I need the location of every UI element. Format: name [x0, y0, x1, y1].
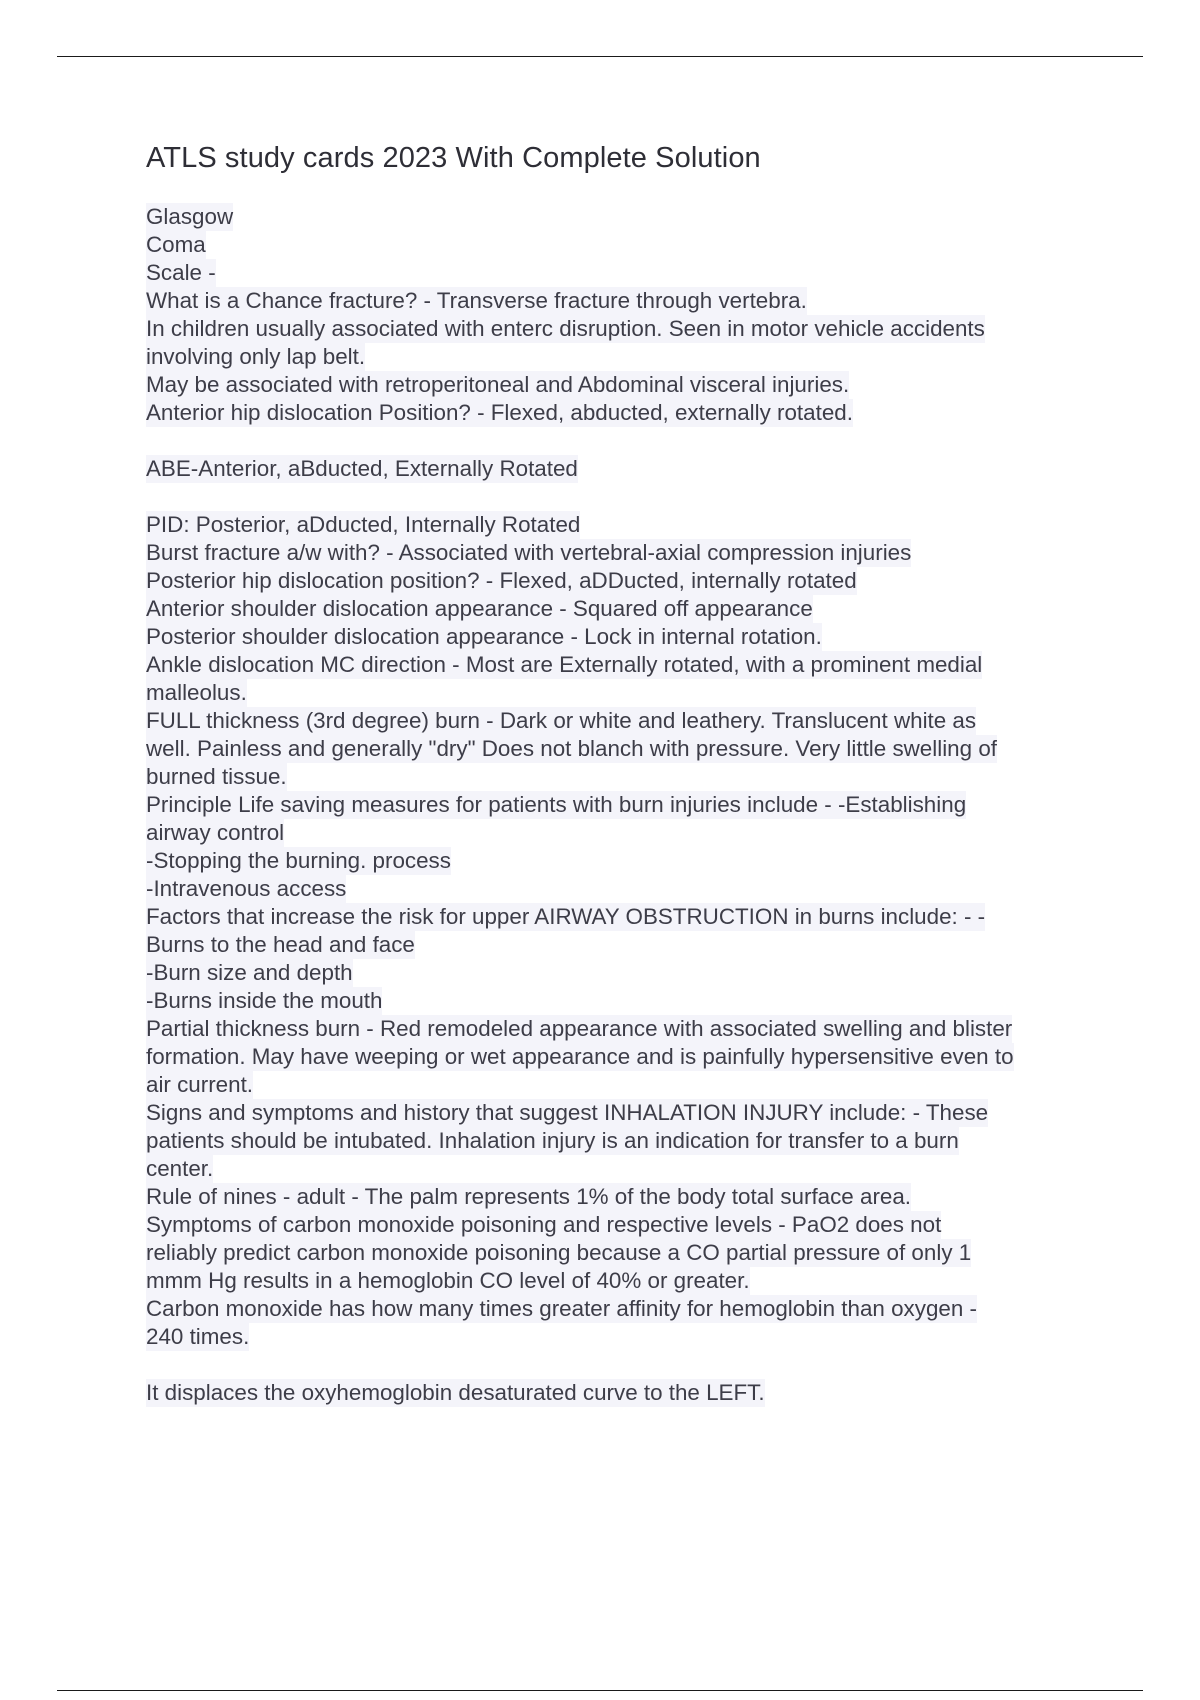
body-text-line: Glasgow — [146, 204, 234, 229]
body-text-line: Ankle dislocation MC direction - Most are Externally rotated, with a prominent medial — [146, 652, 983, 677]
body-text-line: formation. May have weeping or wet appearance and is painfully hypersensitive even to — [146, 1044, 1014, 1069]
body-text-line: Factors that increase the risk for upper AIRWAY OBSTRUCTION in burns include: - - — [146, 904, 986, 929]
body-text-line: patients should be intubated. Inhalation injury is an indication for transfer to a burn — [146, 1128, 959, 1153]
body-text-line: burned tissue. — [146, 764, 287, 789]
body-text-line: Coma — [146, 232, 206, 257]
body-text-line: well. Painless and generally "dry" Does not blanch with pressure. Very little swelling of — [146, 736, 997, 761]
document-body — [146, 203, 1096, 1407]
body-text-line: Carbon monoxide has how many times greater affinity for hemoglobin than oxygen - — [146, 1296, 977, 1321]
body-text-line: Symptoms of carbon monoxide poisoning and respective levels - PaO2 does not — [146, 1212, 942, 1237]
blank-line — [146, 1351, 1096, 1379]
body-text-line: Partial thickness burn - Red remodeled appearance with associated swelling and blister — [146, 1016, 1013, 1041]
body-text-line: Posterior shoulder dislocation appearance - Lock in internal rotation. — [146, 624, 822, 649]
body-text-line: airway control — [146, 820, 285, 845]
header-rule — [57, 56, 1143, 57]
body-text-line: Anterior hip dislocation Position? - Flexed, abducted, externally rotated. — [146, 400, 853, 425]
body-text-line: -Burns inside the mouth — [146, 988, 383, 1013]
body-text-line: Anterior shoulder dislocation appearance - Squared off appearance — [146, 596, 813, 621]
body-text-line: ABE-Anterior, aBducted, Externally Rotated — [146, 456, 578, 481]
blank-line — [146, 427, 1096, 455]
body-text-line: It displaces the oxyhemoglobin desaturated curve to the LEFT. — [146, 1380, 765, 1405]
body-text-line: -Intravenous access — [146, 876, 347, 901]
body-text-line: -Stopping the burning. process — [146, 848, 451, 873]
body-text-line: mmm Hg results in a hemoglobin CO level of 40% or greater. — [146, 1268, 750, 1293]
body-text-line: Burns to the head and face — [146, 932, 415, 957]
blank-line — [146, 483, 1096, 511]
body-text-line: -Burn size and depth — [146, 960, 353, 985]
body-text-line: Burst fracture a/w with? - Associated with vertebral-axial compression injuries — [146, 540, 912, 565]
document-title: ATLS study cards 2023 With Complete Solution — [146, 142, 761, 174]
body-text-line: PID: Posterior, aDducted, Internally Rotated — [146, 512, 581, 537]
body-text-line: FULL thickness (3rd degree) burn - Dark or white and leathery. Translucent white as — [146, 708, 977, 733]
body-text-line: Signs and symptoms and history that suggest INHALATION INJURY include: - These — [146, 1100, 989, 1125]
body-text-line: Scale - — [146, 260, 216, 285]
body-text-line: What is a Chance fracture? - Transverse fracture through vertebra. — [146, 288, 807, 313]
body-text-line: May be associated with retroperitoneal and Abdominal visceral injuries. — [146, 372, 850, 397]
body-text-line: involving only lap belt. — [146, 344, 366, 369]
body-text-line: center. — [146, 1156, 214, 1181]
body-text-line: air current. — [146, 1072, 254, 1097]
body-text-line: Posterior hip dislocation position? - Flexed, aDDucted, internally rotated — [146, 568, 857, 593]
body-text-line: 240 times. — [146, 1324, 250, 1349]
body-text-line: Rule of nines - adult - The palm represents 1% of the body total surface area. — [146, 1184, 912, 1209]
body-text-line: Principle Life saving measures for patients with burn injuries include - -Establishing — [146, 792, 967, 817]
footer-rule — [57, 1690, 1143, 1691]
body-text-line: reliably predict carbon monoxide poisoning because a CO partial pressure of only 1 — [146, 1240, 972, 1265]
body-text-line: In children usually associated with enterc disruption. Seen in motor vehicle accidents — [146, 316, 985, 341]
body-text-line: malleolus. — [146, 680, 247, 705]
